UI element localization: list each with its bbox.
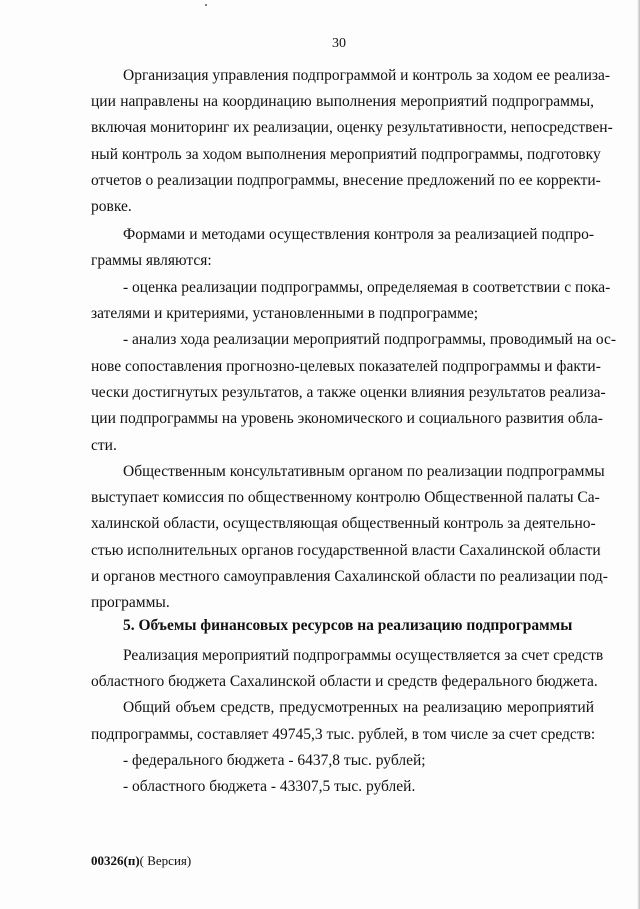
text-line: зателями и критериями, установленными в подпрограмме; — [91, 305, 479, 322]
text-line: граммы являются: — [91, 252, 212, 269]
text-line: Организация управления подпрограммой и контроль за ходом ее реализа- — [123, 67, 611, 84]
scan-speck — [205, 4, 207, 6]
document-footer — [91, 852, 191, 870]
page-number: 30 — [332, 36, 346, 51]
text-line: подпрограммы, составляет 49745,3 тыс. рублей, в том числе за счет средств: — [91, 726, 596, 743]
text-line: отчетов о реализации подпрограммы, внесение предложений по ее корректи- — [91, 172, 601, 189]
text-line: чески достигнутых результатов, а также оценки влияния результатов реализа- — [91, 384, 606, 401]
list-item: - федерального бюджета - 6437,8 тыс. рублей; — [123, 752, 426, 769]
text-line: Реализация мероприятий подпрограммы осуществляется за счет средств — [123, 647, 604, 664]
text-line: сти. — [91, 437, 117, 454]
text-line: Общественным консультативным органом по реализации подпрограммы — [123, 463, 605, 480]
text-line: нове сопоставления прогнозно-целевых показателей подпрограммы и факти- — [91, 358, 601, 375]
text-line: стью исполнительных органов государственной власти Сахалинской области — [91, 542, 601, 559]
text-line: и органов местного самоуправления Сахалинской области по реализации под- — [91, 568, 608, 585]
footer-label: ( Версия) — [139, 853, 192, 868]
text-line: - оценка реализации подпрограммы, определяемая в соответствии с пока- — [123, 279, 611, 296]
list-item: - областного бюджета - 43307,5 тыс. рублей. — [123, 778, 416, 795]
text-line: ный контроль за ходом выполнения мероприятий подпрограммы, подготовку — [91, 146, 601, 163]
text-line: - анализ хода реализации мероприятий подпрограммы, проводимый на ос- — [123, 331, 617, 348]
text-line: Общий объем средств, предусмотренных на реализацию мероприятий — [123, 699, 594, 716]
text-line: включая мониторинг их реализации, оценку результативности, непосредствен- — [91, 119, 613, 136]
text-line: ровке. — [91, 198, 132, 215]
footer-code: 00326(п) — [91, 853, 140, 868]
text-line: ции подпрограммы на уровень экономического и социального развития обла- — [91, 410, 603, 427]
text-line: выступает комиссия по общественному контролю Общественной палаты Са- — [91, 489, 600, 506]
text-line: Формами и методами осуществления контроля за реализацией подпро- — [123, 226, 594, 243]
section-heading: 5. Объемы финансовых ресурсов на реализацию подпрограммы — [123, 617, 573, 634]
text-line: программы. — [91, 594, 170, 611]
text-line: ции направлены на координацию выполнения мероприятий подпрограммы, — [91, 93, 594, 110]
text-line: халинской области, осуществляющая общественный контроль за деятельно- — [91, 515, 596, 532]
text-line: областного бюджета Сахалинской области и средств федерального бюджета. — [91, 673, 598, 690]
